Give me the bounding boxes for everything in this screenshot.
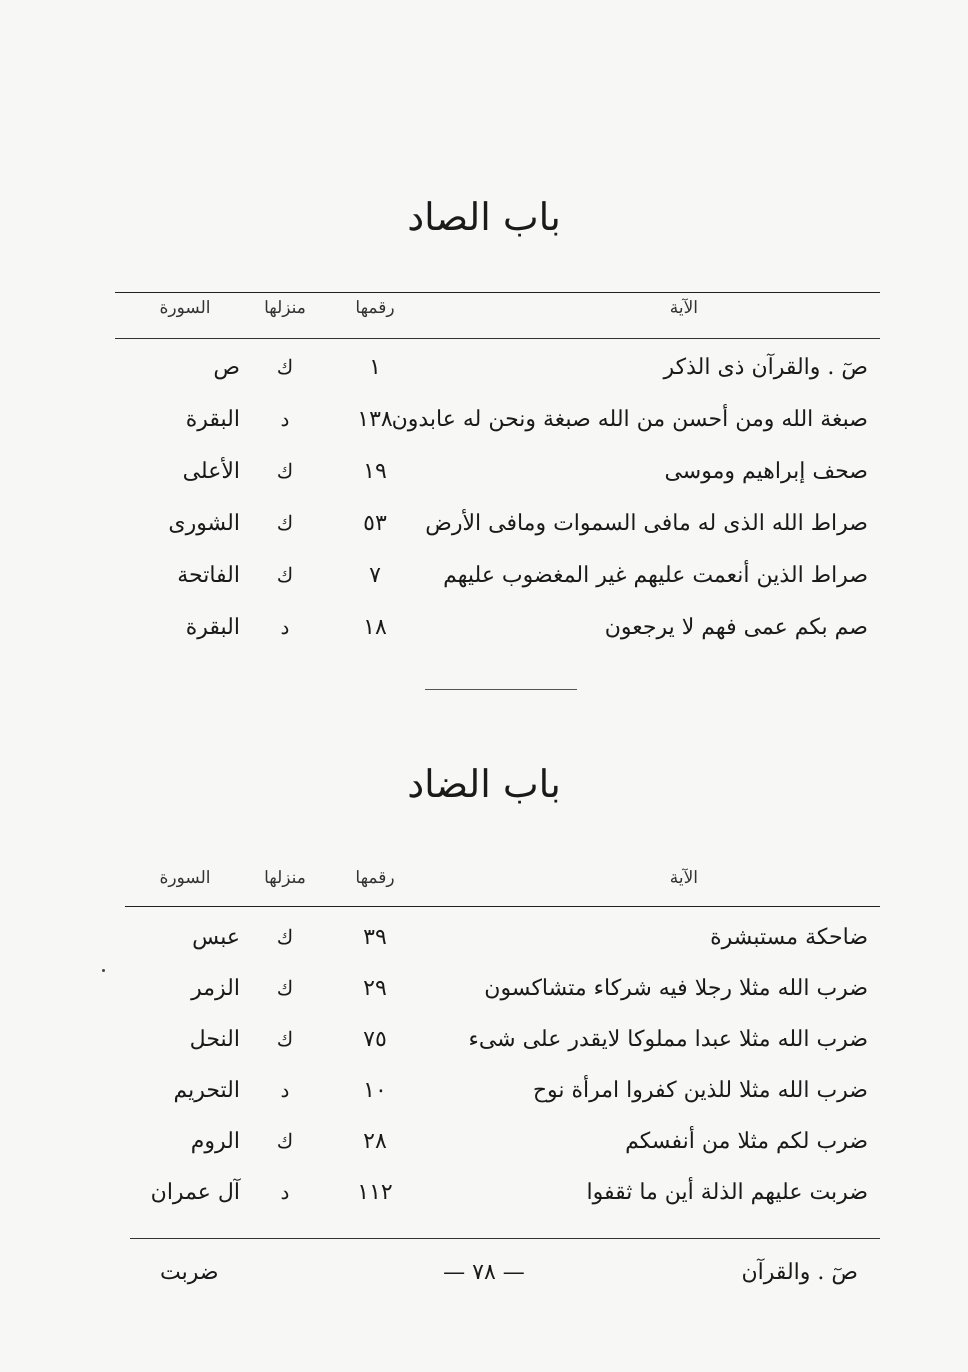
row-aya: ضرب لكم مثلا من أنفسكم [625, 1129, 868, 1154]
scan-speck [102, 969, 105, 972]
table-row [0, 925, 968, 965]
row-aya: صم بكم عمى فهم لا يرجعون [604, 615, 868, 640]
row-aya: صراط الذين أنعمت عليهم غير المغضوب عليهم [443, 563, 868, 588]
row-number: ٣٩ [363, 925, 387, 950]
table-row [0, 511, 968, 551]
header-sura: السورة [159, 868, 211, 888]
row-revelation: د [280, 407, 290, 431]
section-divider [425, 689, 577, 690]
row-number: ١٩ [363, 459, 387, 484]
row-number: ١٣٨ [357, 407, 393, 432]
header-number: رقمها [355, 298, 395, 318]
row-aya: ضرب الله مثلا عبدا مملوكا لايقدر على شىء [468, 1027, 868, 1052]
row-aya: ضاحكة مستبشرة [710, 925, 868, 950]
header-aya: الآية [669, 868, 698, 888]
row-aya: ضرب الله مثلا للذين كفروا امرأة نوح [532, 1078, 868, 1103]
row-number: ٢٨ [363, 1129, 387, 1154]
row-revelation: ك [276, 1027, 294, 1051]
row-number: ١٠ [363, 1078, 387, 1103]
row-revelation: ك [276, 976, 294, 1000]
page-number: — ٧٨ — [443, 1260, 525, 1285]
row-revelation: ك [276, 1129, 294, 1153]
row-number: ١١٢ [357, 1180, 393, 1205]
row-revelation: ك [276, 925, 294, 949]
row-sura: الروم [190, 1129, 240, 1154]
table-row [0, 1180, 968, 1220]
row-number: ٢٩ [363, 976, 387, 1001]
table-row [0, 459, 968, 499]
row-sura: الزمر [191, 976, 240, 1001]
row-aya: ضرب الله مثلا رجلا فيه شركاء متشاكسون [484, 976, 868, 1001]
row-sura: عبس [192, 925, 240, 950]
section-title-sad: باب الصاد [407, 195, 561, 239]
table-row [0, 355, 968, 395]
table-row [0, 407, 968, 447]
table-header [0, 298, 968, 328]
row-sura: التحريم [173, 1078, 240, 1103]
row-aya: صحف إبراهيم وموسى [664, 459, 868, 484]
table-row [0, 563, 968, 603]
footer-rule [130, 1238, 880, 1239]
header-aya: الآية [669, 298, 698, 318]
header-sura: السورة [159, 298, 211, 318]
row-number: ٧٥ [363, 1027, 387, 1052]
table-row [0, 1078, 968, 1118]
table-header [0, 868, 968, 898]
row-number: ١ [369, 355, 381, 380]
row-sura: البقرة [185, 407, 240, 432]
row-revelation: ك [276, 563, 294, 587]
row-revelation: ك [276, 511, 294, 535]
row-revelation: د [280, 615, 290, 639]
row-number: ١٨ [363, 615, 387, 640]
table-row [0, 1027, 968, 1067]
row-revelation: ك [276, 459, 294, 483]
table-header-rule [125, 906, 880, 907]
table-top-rule [115, 292, 880, 293]
row-sura: الفاتحة [177, 563, 240, 588]
row-sura: ص [213, 355, 240, 380]
row-aya: ضربت عليهم الذلة أين ما ثقفوا [586, 1180, 868, 1205]
footer-running-head-left: ضربت [160, 1260, 219, 1285]
footer-running-head-right: صٓ . والقرآن [741, 1260, 858, 1285]
page-footer [0, 1260, 968, 1296]
row-aya: صراط الله الذى له مافى السموات ومافى الأرض [425, 511, 868, 536]
table-row [0, 1129, 968, 1169]
row-sura: الأعلى [182, 459, 240, 484]
row-revelation: د [280, 1180, 290, 1204]
table-row [0, 976, 968, 1016]
header-revelation: منزلها [264, 298, 306, 318]
header-revelation: منزلها [264, 868, 306, 888]
row-sura: الشورى [168, 511, 240, 536]
row-revelation: ك [276, 355, 294, 379]
header-number: رقمها [355, 868, 395, 888]
row-sura: النحل [189, 1027, 240, 1052]
row-aya: صبغة الله ومن أحسن من الله صبغة ونحن له عابدون [391, 407, 868, 432]
row-number: ٥٣ [363, 511, 387, 536]
table-row [0, 615, 968, 655]
row-sura: آل عمران [150, 1180, 240, 1205]
table-header-rule [115, 338, 880, 339]
row-sura: البقرة [185, 615, 240, 640]
section-title-dad: باب الضاد [407, 762, 561, 806]
row-number: ٧ [369, 563, 381, 588]
row-revelation: د [280, 1078, 290, 1102]
row-aya: صٓ . والقرآن ذى الذكر [663, 355, 868, 380]
